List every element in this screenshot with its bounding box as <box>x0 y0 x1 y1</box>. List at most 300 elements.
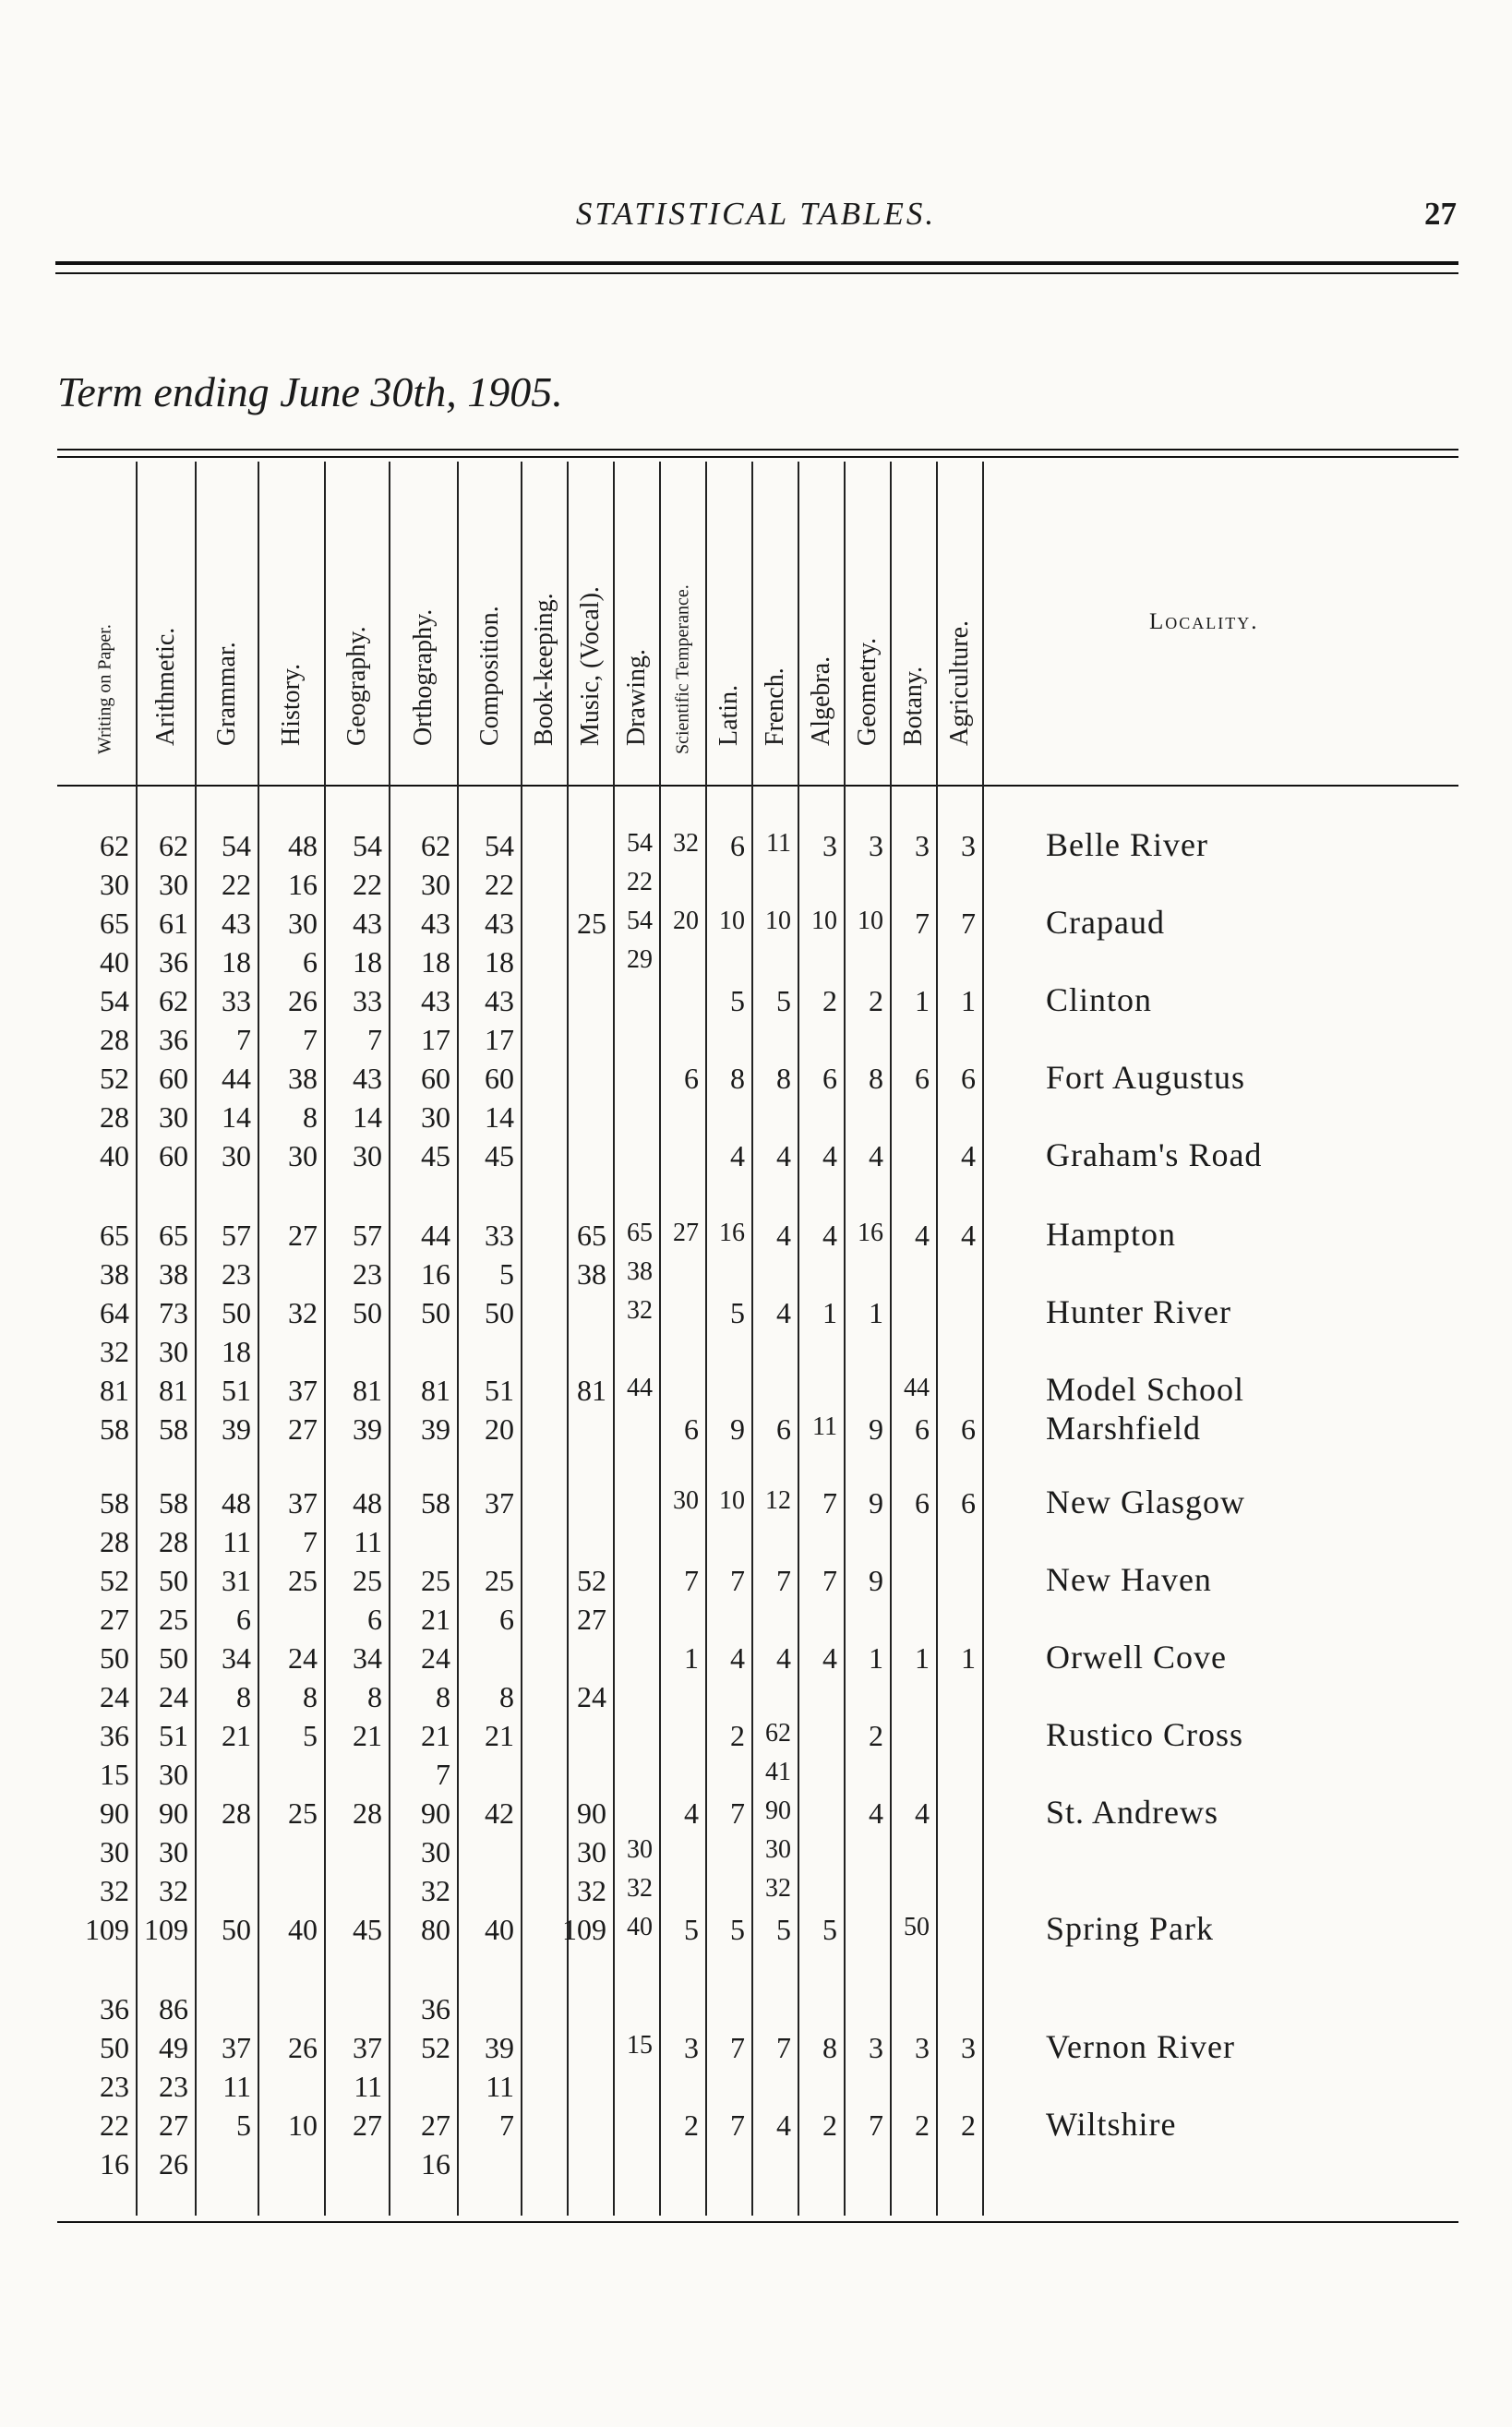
locality-name: Fort Augustus <box>1046 1059 1246 1096</box>
table-cell: 11 <box>354 1525 382 1558</box>
table-cell: 54 <box>222 829 251 862</box>
column-header-label: Writing on Paper. <box>94 624 115 754</box>
table-cell: 18 <box>222 1335 251 1368</box>
table-cell: 54 <box>485 829 514 862</box>
table-cell: 34 <box>222 1641 251 1675</box>
table-cell: 16 <box>288 868 318 901</box>
table-cell: 1 <box>915 1641 930 1675</box>
table-cell: 28 <box>100 1023 129 1056</box>
running-title: STATISTICAL TABLES. <box>575 196 937 232</box>
table-cell: 1 <box>915 984 930 1017</box>
table-cell: 2 <box>869 984 883 1017</box>
column-header-label: Scientific Temperance. <box>672 584 693 754</box>
table-cell: 30 <box>421 868 450 901</box>
table-cell: 8 <box>436 1680 450 1713</box>
table-cell: 9 <box>869 1486 883 1520</box>
table-cell: 7 <box>822 1486 837 1520</box>
table-cell: 44 <box>421 1219 450 1252</box>
table-cell: 1 <box>869 1641 883 1675</box>
term-title: Term ending June 30th, 1905. <box>57 368 563 415</box>
table-cell: 14 <box>222 1100 251 1134</box>
table-cell: 4 <box>776 2109 791 2142</box>
table-cell: 61 <box>159 907 188 940</box>
table-cell: 52 <box>100 1564 129 1597</box>
locality-name: Crapaud <box>1046 904 1165 941</box>
table-cell: 28 <box>100 1525 129 1558</box>
column-header <box>798 462 845 775</box>
locality-name: Rustico Cross <box>1046 1716 1244 1753</box>
table-cell: 30 <box>159 1335 188 1368</box>
table-cell: 1 <box>961 984 976 1017</box>
table-cell: 50 <box>222 1913 251 1946</box>
table-cell: 49 <box>159 2031 188 2064</box>
table-top-rule <box>57 449 1458 451</box>
table-cell: 8 <box>303 1680 318 1713</box>
table-cell: 10 <box>719 907 745 935</box>
column-header <box>196 462 258 775</box>
table-cell: 22 <box>222 868 251 901</box>
table-cell: 40 <box>485 1913 514 1946</box>
table-cell: 4 <box>915 1796 930 1830</box>
column-header <box>891 462 937 775</box>
table-cell: 7 <box>822 1564 837 1597</box>
table-cell: 32 <box>100 1335 129 1368</box>
table-cell: 7 <box>367 1023 382 1056</box>
table-cell: 5 <box>303 1719 318 1752</box>
table-cell: 11 <box>222 2070 251 2103</box>
table-cell: 37 <box>288 1486 318 1520</box>
table-cell: 60 <box>421 1062 450 1095</box>
table-cell: 48 <box>353 1486 382 1520</box>
table-cell: 45 <box>353 1913 382 1946</box>
table-cell: 8 <box>303 1100 318 1134</box>
table-cell: 1 <box>869 1296 883 1329</box>
table-cell: 36 <box>100 1719 129 1752</box>
table-cell: 43 <box>353 1062 382 1095</box>
table-cell: 27 <box>100 1603 129 1636</box>
table-cell: 52 <box>100 1062 129 1095</box>
table-cell: 25 <box>288 1564 318 1597</box>
table-cell: 11 <box>222 1525 251 1558</box>
table-cell: 30 <box>288 907 318 940</box>
table-cell: 7 <box>303 1023 318 1056</box>
table-cell: 6 <box>915 1062 930 1095</box>
table-cell: 17 <box>485 1023 514 1056</box>
table-cell: 16 <box>421 1257 450 1291</box>
locality-name: St. Andrews <box>1046 1794 1219 1831</box>
table-cell: 30 <box>673 1486 699 1515</box>
table-cell: 6 <box>822 1062 837 1095</box>
table-cell: 37 <box>353 2031 382 2064</box>
table-cell: 3 <box>961 829 976 862</box>
table-cell: 60 <box>485 1062 514 1095</box>
table-cell: 11 <box>766 829 791 858</box>
table-cell: 4 <box>869 1796 883 1830</box>
table-cell: 38 <box>100 1257 129 1291</box>
table-cell: 41 <box>765 1758 791 1786</box>
table-cell: 4 <box>684 1796 699 1830</box>
table-cell: 81 <box>353 1374 382 1407</box>
table-cell: 15 <box>100 1758 129 1791</box>
table-cell: 58 <box>100 1412 129 1446</box>
table-cell: 30 <box>159 1100 188 1134</box>
table-cell: 43 <box>485 907 514 940</box>
header-rule-thin <box>55 272 1458 274</box>
column-header <box>137 462 196 775</box>
column-header-label: Grammar. <box>212 642 241 746</box>
table-cell: 62 <box>159 829 188 862</box>
table-cell: 30 <box>577 1835 606 1868</box>
locality-name: Marshfield <box>1046 1410 1201 1447</box>
table-cell: 5 <box>730 1296 745 1329</box>
table-cell: 58 <box>421 1486 450 1520</box>
table-cell: 50 <box>421 1296 450 1329</box>
table-cell: 52 <box>577 1564 606 1597</box>
table-cell: 39 <box>485 2031 514 2064</box>
table-cell: 14 <box>353 1100 382 1134</box>
table-cell: 5 <box>684 1913 699 1946</box>
table-cell: 62 <box>159 984 188 1017</box>
table-cell: 11 <box>812 1412 837 1441</box>
table-cell: 24 <box>577 1680 606 1713</box>
table-cell: 50 <box>222 1296 251 1329</box>
table-cell: 30 <box>288 1139 318 1172</box>
table-cell: 16 <box>858 1219 883 1247</box>
column-header-label: Agriculture. <box>945 619 974 746</box>
table-cell: 27 <box>673 1219 699 1247</box>
table-cell: 7 <box>436 1758 450 1791</box>
table-cell: 33 <box>222 984 251 1017</box>
column-header <box>74 462 137 775</box>
locality-name: Belle River <box>1046 826 1208 863</box>
table-cell: 64 <box>100 1296 129 1329</box>
table-cell: 8 <box>776 1062 791 1095</box>
locality-name: Model School <box>1046 1371 1244 1408</box>
locality-name: Graham's Road <box>1046 1136 1263 1173</box>
table-cell: 10 <box>288 2109 318 2142</box>
table-cell: 54 <box>627 829 653 858</box>
table-cell: 2 <box>730 1719 745 1752</box>
table-cell: 21 <box>222 1719 251 1752</box>
table-cell: 27 <box>353 2109 382 2142</box>
table-cell: 32 <box>673 829 699 858</box>
table-cell: 6 <box>961 1486 976 1520</box>
table-cell: 8 <box>869 1062 883 1095</box>
table-cell: 24 <box>421 1641 450 1675</box>
table-cell: 6 <box>961 1412 976 1446</box>
table-cell: 51 <box>485 1374 514 1407</box>
locality-header: Locality. <box>1149 609 1259 634</box>
table-cell: 90 <box>577 1796 606 1830</box>
column-header-label: Arithmetic. <box>151 627 180 746</box>
table-cell: 50 <box>485 1296 514 1329</box>
table-cell: 7 <box>730 2031 745 2064</box>
column-header <box>845 462 891 775</box>
table-cell: 50 <box>353 1296 382 1329</box>
table-cell: 38 <box>288 1062 318 1095</box>
table-cell: 4 <box>730 1641 745 1675</box>
column-header <box>522 462 568 775</box>
locality-name: Hampton <box>1046 1216 1176 1253</box>
table-cell: 81 <box>159 1374 188 1407</box>
table-cell: 4 <box>776 1296 791 1329</box>
table-cell: 30 <box>353 1139 382 1172</box>
column-header <box>458 462 522 775</box>
table-cell: 58 <box>159 1486 188 1520</box>
table-cell: 26 <box>288 984 318 1017</box>
column-header-label: Drawing. <box>622 649 651 746</box>
table-cell: 43 <box>421 907 450 940</box>
table-cell: 51 <box>159 1719 188 1752</box>
table-cell: 60 <box>159 1062 188 1095</box>
table-cell: 90 <box>421 1796 450 1830</box>
table-cell: 32 <box>627 1874 653 1903</box>
table-cell: 38 <box>159 1257 188 1291</box>
table-cell: 5 <box>730 984 745 1017</box>
table-cell: 81 <box>100 1374 129 1407</box>
table-cell: 7 <box>303 1525 318 1558</box>
table-cell: 2 <box>961 2109 976 2142</box>
table-cell: 54 <box>100 984 129 1017</box>
table-cell: 11 <box>486 2070 514 2103</box>
table-cell: 44 <box>627 1374 653 1402</box>
table-cell: 51 <box>222 1374 251 1407</box>
table-cell: 6 <box>303 945 318 979</box>
table-cell: 40 <box>627 1913 653 1941</box>
table-cell: 48 <box>288 829 318 862</box>
table-cell: 65 <box>100 1219 129 1252</box>
table-cell: 25 <box>577 907 606 940</box>
table-cell: 32 <box>577 1874 606 1907</box>
table-cell: 23 <box>222 1257 251 1291</box>
table-cell: 26 <box>288 2031 318 2064</box>
table-top-rule-2 <box>57 456 1458 458</box>
table-cell: 27 <box>577 1603 606 1636</box>
locality-name: Vernon River <box>1046 2028 1235 2065</box>
table-cell: 2 <box>822 2109 837 2142</box>
table-cell: 62 <box>100 829 129 862</box>
table-cell: 4 <box>776 1219 791 1252</box>
column-header <box>325 462 390 775</box>
table-cell: 109 <box>562 1913 606 1946</box>
table-cell: 9 <box>869 1412 883 1446</box>
table-cell: 36 <box>159 1023 188 1056</box>
table-cell: 80 <box>421 1913 450 1946</box>
locality-name: Spring Park <box>1046 1910 1214 1947</box>
column-header-label: Algebra. <box>807 655 835 746</box>
table-cell: 50 <box>159 1641 188 1675</box>
table-cell: 4 <box>776 1139 791 1172</box>
table-cell: 73 <box>159 1296 188 1329</box>
table-cell: 40 <box>100 1139 129 1172</box>
table-cell: 65 <box>577 1219 606 1252</box>
table-cell: 36 <box>100 1992 129 2025</box>
table-cell: 27 <box>159 2109 188 2142</box>
table-cell: 45 <box>421 1139 450 1172</box>
table-cell: 9 <box>869 1564 883 1597</box>
locality-name: Clinton <box>1046 981 1153 1018</box>
table-cell: 6 <box>367 1603 382 1636</box>
table-cell: 7 <box>776 1564 791 1597</box>
table-cell: 3 <box>915 2031 930 2064</box>
table-cell: 30 <box>421 1835 450 1868</box>
table-cell: 44 <box>904 1374 930 1402</box>
table-cell: 23 <box>353 1257 382 1291</box>
table-cell: 24 <box>100 1680 129 1713</box>
table-cell: 43 <box>353 907 382 940</box>
table-cell: 8 <box>499 1680 514 1713</box>
table-cell: 54 <box>353 829 382 862</box>
table-cell: 65 <box>159 1219 188 1252</box>
table-cell: 5 <box>499 1257 514 1291</box>
table-cell: 7 <box>961 907 976 940</box>
table-cell: 6 <box>236 1603 251 1636</box>
table-cell: 20 <box>673 907 699 935</box>
locality-name: Wiltshire <box>1046 2106 1177 2143</box>
table-cell: 40 <box>288 1913 318 1946</box>
table-cell: 7 <box>730 1796 745 1830</box>
table-cell: 15 <box>627 2031 653 2060</box>
table-cell: 6 <box>776 1412 791 1446</box>
table-cell: 4 <box>822 1641 837 1675</box>
table-cell: 7 <box>776 2031 791 2064</box>
column-header <box>568 462 614 775</box>
table-cell: 3 <box>869 2031 883 2064</box>
table-cell: 33 <box>353 984 382 1017</box>
table-cell: 2 <box>822 984 837 1017</box>
table-cell: 28 <box>100 1100 129 1134</box>
table-cell: 65 <box>627 1219 653 1247</box>
table-cell: 21 <box>421 1719 450 1752</box>
table-cell: 4 <box>822 1219 837 1252</box>
table-cell: 30 <box>222 1139 251 1172</box>
table-cell: 7 <box>499 2109 514 2142</box>
table-cell: 27 <box>288 1219 318 1252</box>
table-cell: 3 <box>961 2031 976 2064</box>
table-cell: 1 <box>961 1641 976 1675</box>
table-cell: 21 <box>421 1603 450 1636</box>
column-header-label: History. <box>277 663 306 746</box>
table-cell: 7 <box>730 1564 745 1597</box>
table-cell: 4 <box>961 1139 976 1172</box>
table-cell: 28 <box>353 1796 382 1830</box>
table-cell: 27 <box>288 1412 318 1446</box>
table-cell: 6 <box>730 829 745 862</box>
table-cell: 5 <box>730 1913 745 1946</box>
column-header <box>752 462 798 775</box>
table-cell: 1 <box>684 1641 699 1675</box>
table-cell: 57 <box>222 1219 251 1252</box>
table-cell: 23 <box>100 2070 129 2103</box>
column-header-label: Botany. <box>899 666 928 746</box>
table-cell: 30 <box>159 868 188 901</box>
table-cell: 10 <box>858 907 883 935</box>
table-cell: 25 <box>421 1564 450 1597</box>
page-number: 27 <box>1424 196 1457 232</box>
table-cell: 3 <box>869 829 883 862</box>
table-cell: 30 <box>627 1835 653 1864</box>
column-header <box>937 462 983 775</box>
locality-name: Orwell Cove <box>1046 1639 1227 1676</box>
table-cell: 4 <box>730 1139 745 1172</box>
table-cell: 10 <box>811 907 837 935</box>
table-cell: 30 <box>100 868 129 901</box>
table-cell: 9 <box>730 1412 745 1446</box>
table-cell: 4 <box>915 1219 930 1252</box>
table-cell: 5 <box>822 1913 837 1946</box>
table-cell: 5 <box>776 1913 791 1946</box>
table-bottom-rule <box>57 2221 1458 2223</box>
table-cell: 62 <box>765 1719 791 1748</box>
column-header-label: French. <box>761 667 789 746</box>
table-cell: 10 <box>765 907 791 935</box>
table-cell: 21 <box>353 1719 382 1752</box>
table-cell: 37 <box>222 2031 251 2064</box>
table-cell: 7 <box>236 1023 251 1056</box>
column-header <box>706 462 752 775</box>
table-cell: 43 <box>421 984 450 1017</box>
locality-name: Hunter River <box>1046 1293 1231 1330</box>
table-cell: 8 <box>367 1680 382 1713</box>
table-cell: 8 <box>236 1680 251 1713</box>
table-cell: 5 <box>236 2109 251 2142</box>
table-cell: 11 <box>354 2070 382 2103</box>
table-cell: 39 <box>421 1412 450 1446</box>
table-cell: 5 <box>776 984 791 1017</box>
table-cell: 38 <box>627 1257 653 1286</box>
column-header <box>258 462 325 775</box>
locality-name: New Glasgow <box>1046 1484 1245 1520</box>
table-cell: 36 <box>159 945 188 979</box>
table-cell: 3 <box>915 829 930 862</box>
header-rule-thick <box>55 261 1458 265</box>
column-header-label: Book-keeping. <box>530 593 558 746</box>
table-cell: 48 <box>222 1486 251 1520</box>
table-cell: 58 <box>159 1412 188 1446</box>
table-cell: 30 <box>421 1100 450 1134</box>
table-cell: 25 <box>353 1564 382 1597</box>
locality-name: New Haven <box>1046 1561 1212 1598</box>
table-cell: 22 <box>627 868 653 896</box>
table-cell: 33 <box>485 1219 514 1252</box>
table-cell: 7 <box>684 1564 699 1597</box>
table-cell: 27 <box>421 2109 450 2142</box>
table-cell: 18 <box>421 945 450 979</box>
column-header <box>660 462 706 775</box>
column-header-label: Composition. <box>474 606 504 746</box>
table-cell: 22 <box>100 2109 129 2142</box>
column-header <box>390 462 458 775</box>
table-cell: 109 <box>85 1913 129 1946</box>
table-cell: 28 <box>159 1525 188 1558</box>
table-cell: 30 <box>100 1835 129 1868</box>
table-cell: 44 <box>222 1062 251 1095</box>
table-cell: 50 <box>100 1641 129 1675</box>
table-cell: 30 <box>765 1835 791 1864</box>
table-cell: 32 <box>288 1296 318 1329</box>
table-cell: 2 <box>915 2109 930 2142</box>
table-cell: 29 <box>627 945 653 974</box>
column-header-label: Latin. <box>714 684 743 746</box>
table-cell: 20 <box>485 1412 514 1446</box>
table-cell: 26 <box>159 2147 188 2181</box>
table-cell: 31 <box>222 1564 251 1597</box>
table-cell: 32 <box>421 1874 450 1907</box>
table-cell: 37 <box>485 1486 514 1520</box>
table-cell: 4 <box>776 1641 791 1675</box>
table-cell: 4 <box>822 1139 837 1172</box>
table-cell: 12 <box>765 1486 791 1515</box>
